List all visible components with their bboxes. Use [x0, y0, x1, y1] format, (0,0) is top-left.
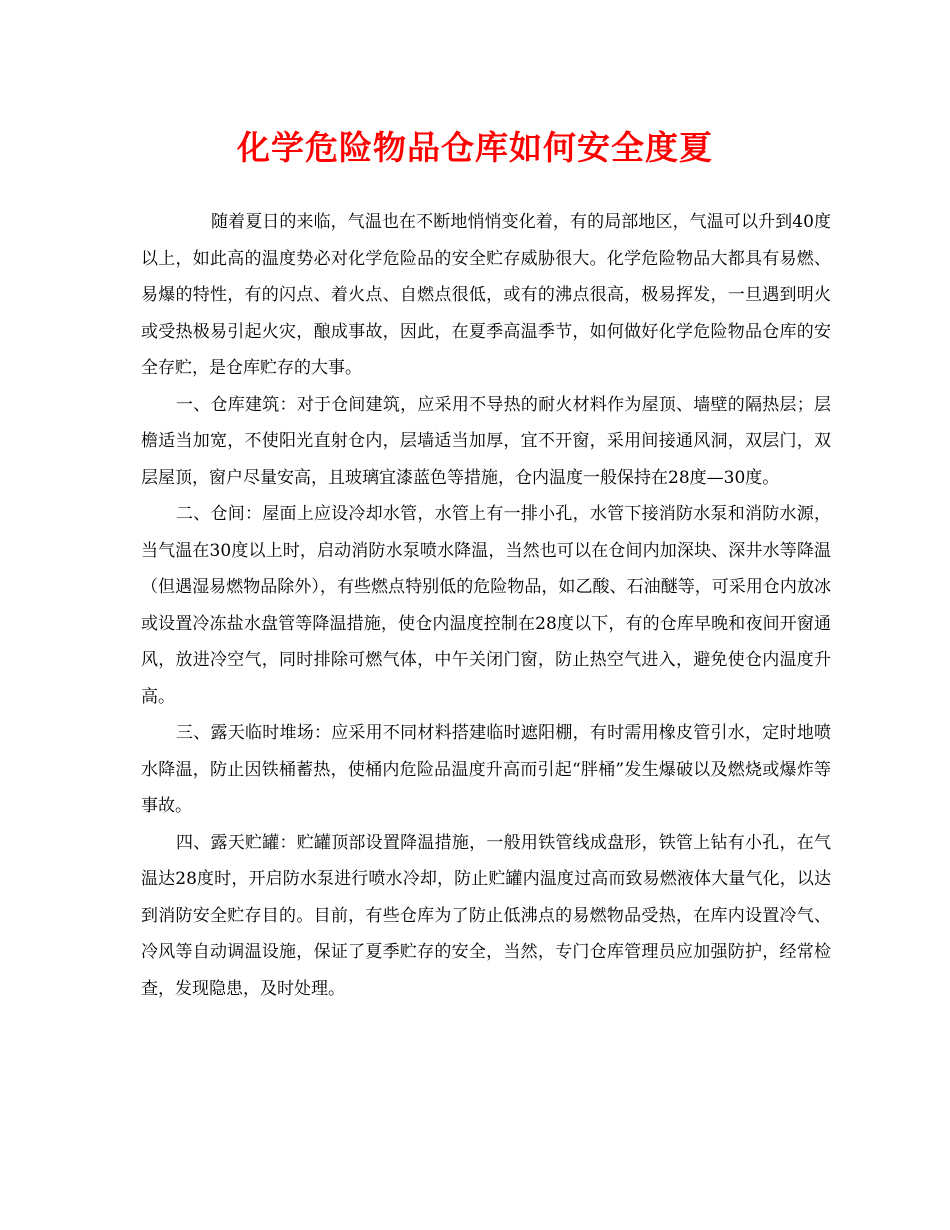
document-title: 化学危险物品仓库如何安全度夏 [237, 128, 713, 167]
intro-paragraph: 随着夏日的来临，气温也在不断地悄悄变化着，有的局部地区，气温可以升到40度以上，如此高的温度势必对化学危险品的安全贮存威胁很大。化学危险物品大都具有易燃、易爆的特性，有的闪点、着火点、自燃点很低，或有的沸点很高，极易挥发，一旦遇到明火或受热极易引起火灾，酿成事故，因此，在夏季高温季节，如何做好化学危险物品仓库的安全存贮，是仓库贮存的大事。 [141, 212, 831, 378]
document-body [141, 204, 831, 1007]
section-warehouse-room-paragraph: 二、仓间：屋面上应设冷却水管，水管上有一排小孔，水管下接消防水泵和消防水源，当气温在30度以上时，启动消防水泵喷水降温，当然也可以在仓间内加深块、深井水等降温（但遇湿易燃物品除外），有些燃点特别低的危险物品，如乙酸、石油醚等，可采用仓内放冰或设置冷冻盐水盘管等降温措施，使仓内温度控制在28度以下，有的仓库早晚和夜间开窗通风，放进冷空气，同时排除可燃气体，中午关闭门窗，防止热空气进入，避免使仓内温度升高。 [141, 504, 831, 707]
section-outdoor-tank-paragraph: 四、露天贮罐：贮罐顶部设置降温措施，一般用铁管线成盘形，铁管上钻有小孔，在气温达28度时，开启防水泵进行喷水冷却，防止贮罐内温度过高而致易燃液体大量气化，以达到消防安全贮存目的。目前，有些仓库为了防止低沸点的易燃物品受热，在库内设置冷气、冷风等自动调温设施，保证了夏季贮存的安全，当然，专门仓库管理员应加强防护，经常检查，发现隐患，及时处理。 [141, 832, 831, 999]
section-building-paragraph: 一、仓库建筑：对于仓间建筑，应采用不导热的耐火材料作为屋顶、墙壁的隔热层；层檐适当加宽，不使阳光直射仓内，层墙适当加厚，宜不开窗，采用间接通风洞，双层门，双层屋顶，窗户尽量安高，且玻璃宜漆蓝色等措施，仓内温度一般保持在28度—30度。 [141, 394, 831, 488]
section-outdoor-yard-paragraph: 三、露天临时堆场：应采用不同材料搭建临时遮阳棚，有时需用橡皮管引水，定时地喷水降温，防止因铁桶蓄热，使桶内危险品温度升高而引起“胖桶”发生爆破以及燃烧或爆炸等事故。 [141, 723, 831, 816]
